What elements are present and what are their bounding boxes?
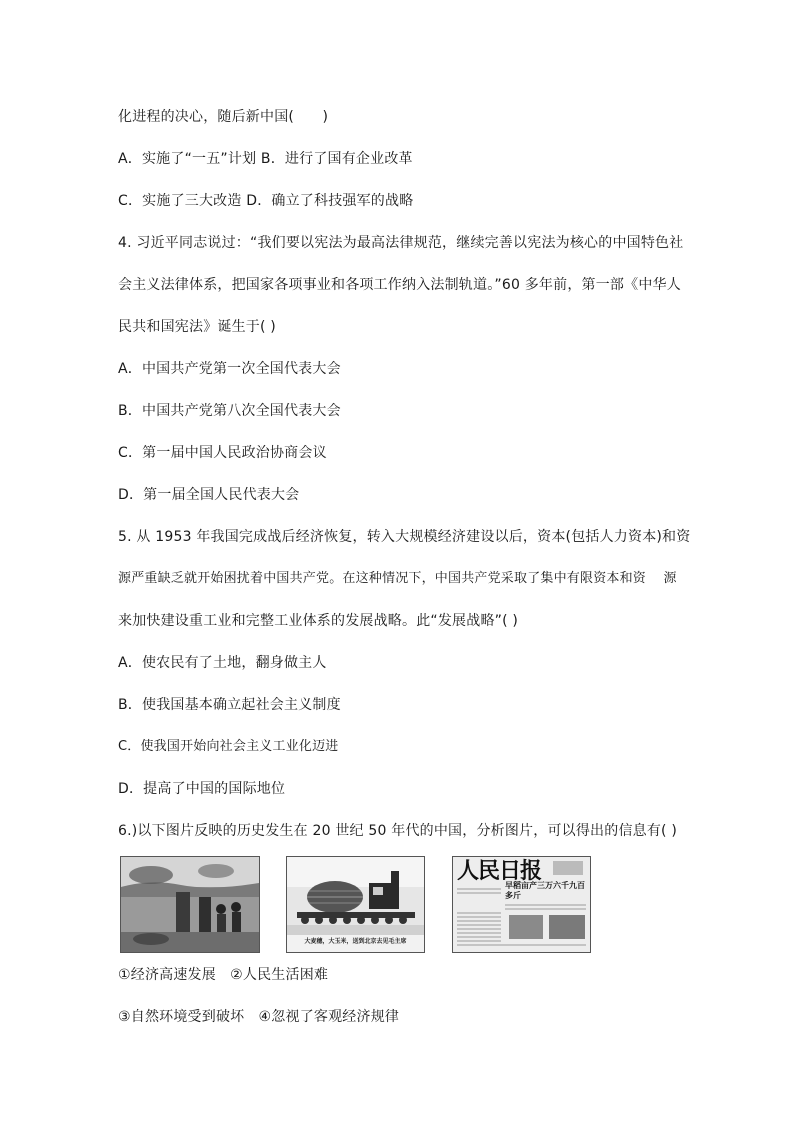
photo-propaganda-train [286, 856, 425, 953]
text-line-10: D．第一届全国人民代表大会 [118, 487, 300, 503]
text-line-19: ①经济高速发展 ②人民生活困难 [118, 967, 329, 983]
text-line-14: A．使农民有了土地，翻身做主人 [118, 655, 327, 671]
text-line-17: D．提高了中国的国际地位 [118, 781, 286, 797]
text-line-6: 民共和国宪法》诞生于( ) [118, 319, 276, 335]
photo-caption: 大麦穗，大玉米，送到北京去见毛主席 [304, 938, 407, 945]
text-line-2: A．实施了“一五”计划 B．进行了国有企业改革 [118, 151, 413, 167]
text-line-18: 6.)以下图片反映的历史发生在 20 世纪 50 年代的中国，分析图片，可以得出的信息有( ) [118, 823, 678, 839]
text-line-9: C．第一届中国人民政治协商会议 [118, 445, 327, 461]
text-line-13: 来加快建设重工业和完整工业体系的发展战略。此“发展战略”( ) [118, 613, 519, 629]
text-line-5: 会主义法律体系，把国家各项事业和各项工作纳入法制轨道。”60 多年前，第一部《中华人 [118, 277, 681, 293]
text-line-1: 化进程的决心，随后新中国( ) [118, 109, 329, 125]
text-line-8: B．中国共产党第八次全国代表大会 [118, 403, 341, 419]
text-line-3: C．实施了三大改造 D．确立了科技强军的战略 [118, 193, 414, 209]
newspaper-masthead: 人民日报 [457, 858, 542, 884]
text-line-20: ③自然环境受到破坏 ④忽视了客观经济规律 [118, 1009, 400, 1025]
newspaper-headline: 早稻亩产三万六千九百多斤 [505, 881, 585, 900]
text-line-16: C．使我国开始向社会主义工业化迈进 [118, 739, 339, 754]
text-line-11: 5. 从 1953 年我国完成战后经济恢复，转入大规模经济建设以后，资本(包括人力资本)和资 [118, 529, 691, 545]
text-line-12: 源严重缺乏就开始困扰着中国共产党。在这种情况下，中国共产党采取了集中有限资本和资 源 [118, 571, 677, 586]
photo-newspaper [452, 856, 591, 953]
text-line-4: 4. 习近平同志说过：“我们要以宪法为最高法律规范，继续完善以宪法为核心的中国特色社 [118, 235, 684, 251]
photo-backyard-furnace [120, 856, 260, 953]
text-line-15: B．使我国基本确立起社会主义制度 [118, 697, 341, 713]
text-line-7: A．中国共产党第一次全国代表大会 [118, 361, 341, 377]
